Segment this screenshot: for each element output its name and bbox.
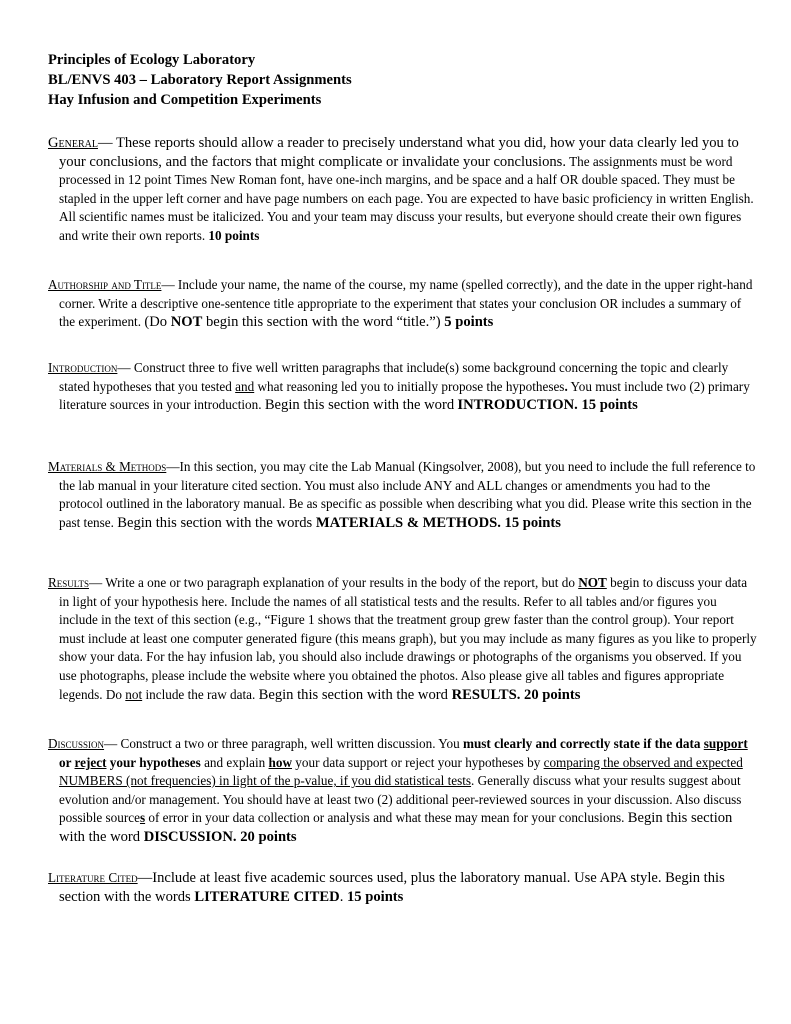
results-text-a: — Write a one or two paragraph explanation of your results in the body of the report, but do bbox=[88, 575, 579, 590]
discussion-text-b: and explain bbox=[200, 754, 269, 770]
methods-begin: Begin this section with the words bbox=[117, 514, 316, 531]
results-begin: Begin this section with the word bbox=[258, 686, 452, 703]
general-intro-text: — These reports should allow a reader to precisely understand what you did, how your data clearly led you to your conclusions, and the factors that might complicate or invalidate your conclusions. bbox=[59, 135, 739, 170]
experiment-title: Hay Infusion and Competition Experiments bbox=[48, 92, 322, 108]
discussion-bold-or: or bbox=[59, 754, 75, 770]
section-results bbox=[48, 574, 757, 704]
section-literature bbox=[48, 869, 757, 906]
literature-cited-bold: LITERATURE CITED bbox=[194, 888, 340, 905]
section-heading-methods: Materials & Methods bbox=[48, 459, 167, 474]
discussion-underlined: comparing the observed and expected NUMBERS (not frequencies) in light of the p-value, if you did statistical tests bbox=[59, 754, 743, 789]
discussion-reject: reject bbox=[74, 754, 107, 770]
authorship-note-a: (Do bbox=[144, 314, 171, 331]
results-not-lower: not bbox=[125, 686, 143, 702]
introduction-and: and bbox=[235, 378, 255, 394]
authorship-points: 5 points bbox=[444, 314, 494, 331]
assignment-title: BL/ENVS 403 – Laboratory Report Assignments bbox=[48, 72, 352, 88]
discussion-text-e: of error in your data collection or analysis and what these may mean for your conclusions. bbox=[145, 810, 628, 826]
literature-text-b: . bbox=[339, 888, 347, 905]
introduction-text-a: — Construct three to five well written paragraphs that include(s) some background concerning the topic and clearly stated hypotheses that you tested bbox=[59, 360, 729, 394]
section-discussion bbox=[48, 735, 757, 847]
authorship-body-text: — Include your name, the name of the course, my name (spelled correctly), and the date in the upper right-hand corner. Write a descriptive one-sentence title appropriate to the experiment that states your conclusion OR includes a summary of the experiment. bbox=[59, 277, 753, 330]
literature-points: 15 points bbox=[346, 888, 404, 905]
general-points: 10 points bbox=[208, 227, 260, 243]
methods-body-text: —In this section, you may cite the Lab Manual (Kingsolver, 2008), but you need to include the full reference to the lab manual in your literature cited section. You must also include ANY and ALL changes or amendments you had to the protocol outlined in the laboratory manual. Be as specific as possible when describing what you did. Please write this section in the past tense. bbox=[59, 459, 756, 530]
introduction-text-b: what reasoning led you to initially propose the hypotheses bbox=[254, 378, 565, 394]
discussion-bold-b: your hypotheses bbox=[106, 754, 201, 770]
methods-points: MATERIALS & METHODS. 15 points bbox=[315, 514, 561, 531]
discussion-text-a: — Construct a two or three paragraph, well written discussion. You bbox=[104, 736, 463, 751]
course-title: Principles of Ecology Laboratory bbox=[48, 52, 256, 68]
introduction-period: . bbox=[564, 378, 568, 394]
section-authorship bbox=[48, 276, 757, 332]
introduction-points: INTRODUCTION. 15 points bbox=[457, 397, 638, 414]
section-introduction bbox=[48, 359, 757, 415]
discussion-support: support bbox=[703, 736, 748, 751]
section-heading-introduction: Introduction bbox=[48, 360, 118, 375]
discussion-points: DISCUSSION. 20 points bbox=[143, 828, 297, 845]
authorship-note-b: begin this section with the word “title.”) bbox=[202, 314, 445, 331]
results-points: RESULTS. 20 points bbox=[451, 686, 581, 703]
discussion-s: s bbox=[139, 810, 146, 826]
discussion-how: how bbox=[268, 754, 292, 770]
section-methods bbox=[48, 458, 757, 532]
results-not: NOT bbox=[578, 575, 607, 590]
results-text-b: begin to discuss your data in light of your hypothesis here. Include the names of all statistical tests and the results. Refer to all tables and/or figures you include in the text of this section (e.g., “Figure 1 shows that the treatment group grew faster than the control group). Your report must include at least one computer generated figure (this means graph), but you may include as many figures as you like to properly show your data. For the hay infusion lab, you should also include drawings or photographs of the organisms you observed. If you use photographs, please include the website where you obtained the photos. Also please give all tables and figures appropriate legends. Do bbox=[59, 575, 757, 702]
discussion-text-c: your data support or reject your hypotheses by bbox=[291, 754, 544, 770]
introduction-begin: Begin this section with the word bbox=[264, 397, 455, 414]
section-general bbox=[48, 134, 757, 246]
document-header bbox=[48, 50, 748, 110]
results-text-c: include the raw data. bbox=[142, 686, 259, 702]
section-heading-discussion: Discussion bbox=[48, 736, 105, 751]
section-heading-literature: Literature Cited bbox=[48, 870, 138, 885]
general-body-text: The assignments must be word processed in 12 point Times New Roman font, have one-inch margins, and be space and a half OR double spaced. They must be stapled in the upper left corner and have page numbers on each page. You are expected to have basic proficiency in written English. All scientific names must be italicized. You and your team may discuss your results, but everyone should create their own figures and write their own reports. bbox=[59, 153, 754, 243]
section-heading-results: Results bbox=[48, 575, 89, 590]
section-heading-authorship: Authorship and Title bbox=[48, 277, 162, 292]
discussion-begin: Begin this section with the word bbox=[59, 810, 733, 845]
discussion-text-d: . Generally discuss what your results suggest about evolution and/or management. You should have at least two (2) additional peer-reviewed sources in your discussion. Also discuss possible source bbox=[59, 773, 742, 826]
discussion-bold-a: must clearly and correctly state if the data bbox=[462, 736, 704, 751]
introduction-text-c: You must include two (2) primary literature sources in your introduction. bbox=[59, 378, 750, 413]
authorship-not: NOT bbox=[170, 314, 203, 331]
literature-text-a: —Include at least five academic sources used, plus the laboratory manual. Use APA style. Begin this section with the words bbox=[59, 870, 725, 905]
section-heading-general: General bbox=[48, 135, 98, 151]
